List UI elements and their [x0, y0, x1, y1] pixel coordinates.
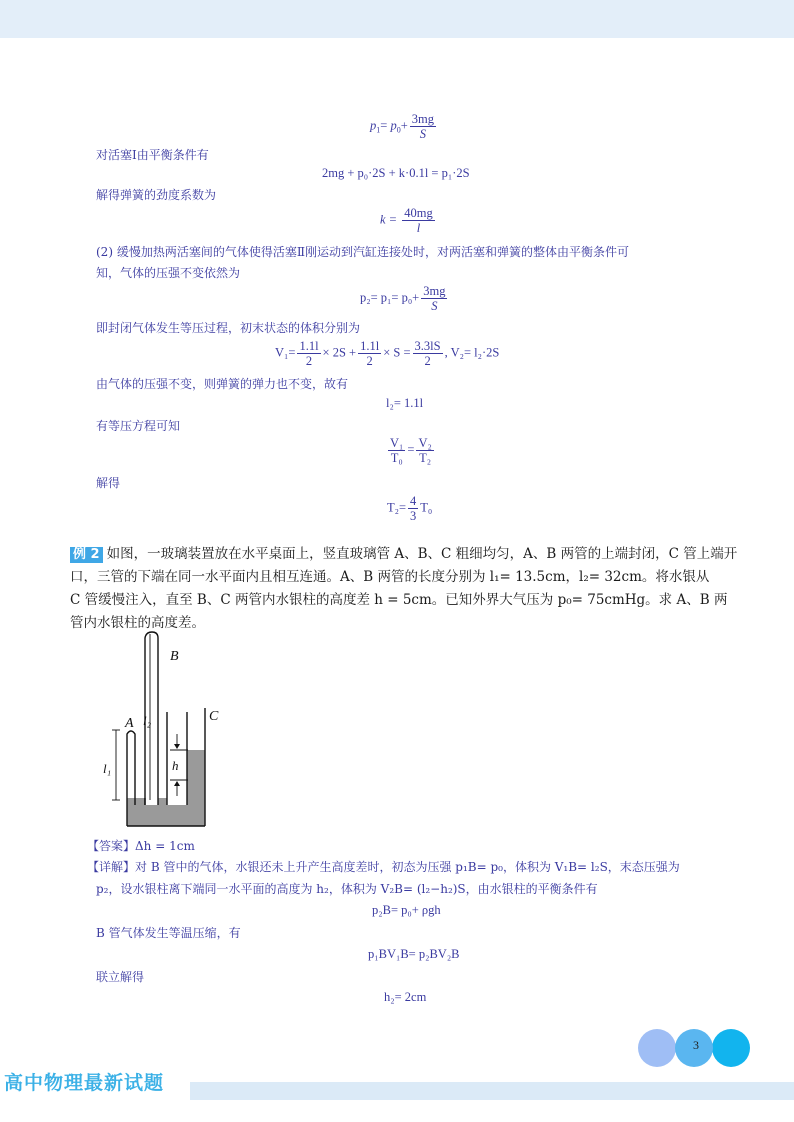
eq-p1: $p_1= p_0+$ $\frac{3mg}{S}$ — [370, 112, 434, 141]
eq-t2-left: T₂= — [387, 500, 407, 515]
eq-t2-num: 4 — [410, 494, 417, 508]
answer-value: Δh = 1cm — [135, 839, 195, 853]
eq-v1-a: V₁= — [275, 345, 296, 360]
text-part2-line2: 知，气体的压强不变依然为 — [96, 266, 241, 280]
tube-figure — [100, 630, 230, 832]
eq-p2-left: p₂= p₁= p₀+ — [360, 290, 420, 305]
answer-tag: 【答案】 — [87, 839, 136, 853]
text-solve: 解得 — [96, 476, 121, 490]
text-spring-force: 由气体的压强不变，则弹簧的弹力也不变，故有 — [96, 377, 349, 391]
text-combine: 联立解得 — [96, 970, 145, 984]
detail-tag: 【详解】 — [87, 860, 136, 874]
h-arrow-down — [174, 744, 180, 749]
eq-v1-b: × 2S + — [322, 345, 357, 360]
eq-v1-d3: 2 — [424, 354, 431, 368]
page-number: 3 — [693, 1038, 699, 1052]
text-isothermal: B 管气体发生等温压缩，有 — [96, 926, 241, 940]
text-isobaric: 即封闭气体发生等压过程，初末状态的体积分别为 — [96, 321, 361, 335]
eq-volumes — [275, 339, 499, 368]
eq-k-den: l — [416, 221, 421, 235]
eq-gl-d1: T₀ — [390, 451, 403, 465]
eq-p2-den: S — [431, 299, 438, 313]
eq-v1-n1: 1.1l — [299, 339, 319, 353]
eq-t2-den: 3 — [410, 509, 417, 523]
example2-line4: 管内水银柱的高度差。 — [70, 615, 205, 631]
eq-gl-eq: = — [407, 442, 415, 457]
eq-gl-d2: T₂ — [419, 451, 432, 465]
eq-boyle: p₁BV₁B= p₂BV₂B — [368, 947, 460, 961]
answer-line — [87, 838, 195, 854]
text-part2-line1: (2) 缓慢加热两活塞间的气体使得活塞Ⅱ刚运动到汽缸连接处时，对两活塞和弹簧的整体由平衡条件可 — [96, 245, 629, 259]
label-l1: l₁ — [103, 761, 112, 776]
text-piston1-balance: 对活塞Ⅰ由平衡条件有 — [96, 148, 209, 162]
eq-p2b: p₂B= p₀+ ρgh — [372, 903, 441, 917]
eq-p2 — [360, 284, 449, 313]
eq-v1-n3: 3.3lS — [414, 339, 441, 353]
example-badge: 例 2 — [70, 547, 103, 563]
mercury-bottom — [127, 805, 205, 826]
eq-gl-n1: V₁ — [390, 436, 404, 450]
top-banner — [0, 0, 794, 38]
eq-p2-num: 3mg — [423, 284, 446, 298]
eq-k-left: k = — [380, 212, 398, 227]
example2-line1 — [70, 543, 738, 565]
text-isobaric-eq: 有等压方程可知 — [96, 419, 181, 433]
eq-gay-lussac — [386, 436, 436, 465]
eq-v1-e: , V₂= l₂·2S — [444, 345, 500, 360]
example2-line3: C 管缓慢注入，直至 B、C 两管内水银柱的高度差 h = 5cm。已知外界大气压为 p₀= 75cmHg。求 A、B 两 — [70, 592, 728, 608]
eq-v1-c: × S = — [383, 345, 411, 360]
eq-v1-d1: 2 — [305, 354, 313, 368]
page-circle-right — [712, 1029, 750, 1067]
page-circle-left — [638, 1029, 676, 1067]
h-arrow-up — [174, 781, 180, 786]
eq-gl-n2: V₂ — [418, 436, 432, 450]
eq-balance: 2mg + p₀·2S + k·0.1l = p₁·2S — [322, 166, 470, 180]
eq-p1-den: S — [419, 127, 426, 141]
example2-line1-text: 如图，一玻璃装置放在水平桌面上，竖直玻璃管 A、B、C 粗细均匀，A、B 两管的上端封闭，C 管上端开 — [106, 546, 738, 562]
footer-title: 高中物理最新试题 — [4, 1072, 165, 1094]
eq-t2 — [387, 494, 432, 523]
eq-k — [380, 206, 437, 235]
label-b: B — [170, 649, 179, 664]
eq-l2: l₂= 1.1l — [386, 396, 424, 410]
footer-bar — [190, 1082, 794, 1100]
label-l2: l₂ — [143, 713, 152, 728]
eq-k-num: 40mg — [404, 206, 433, 220]
example2-line2: 口，三管的下端在同一水平面内且相互连通。A、B 两管的长度分别为 l₁= 13.5cm，l₂= 32cm。将水银从 — [70, 569, 710, 585]
eq-v1-n2: 1.1l — [360, 339, 380, 353]
label-h: h — [172, 758, 179, 773]
text-spring-constant: 解得弹簧的劲度系数为 — [96, 188, 217, 202]
eq-v1-d2: 2 — [366, 354, 373, 368]
detail-line2: p₂，设水银柱离下端同一水平面的高度为 h₂，体积为 V₂B= (l₂−h₂)S，由水银柱的平衡条件有 — [96, 882, 598, 896]
eq-p1-num: 3mg — [411, 112, 434, 126]
eq-h2: h₂= 2cm — [384, 990, 427, 1004]
eq-t2-right: T₀ — [420, 500, 433, 515]
label-c: C — [209, 709, 219, 724]
detail-line1 — [87, 859, 680, 875]
label-a: A — [125, 716, 134, 731]
detail-line1-text: 对 B 管中的气体，水银还未上升产生高度差时，初态为压强 p₁B= p₀，体积为 V₁B= l₂S，末态压强为 — [135, 860, 680, 874]
